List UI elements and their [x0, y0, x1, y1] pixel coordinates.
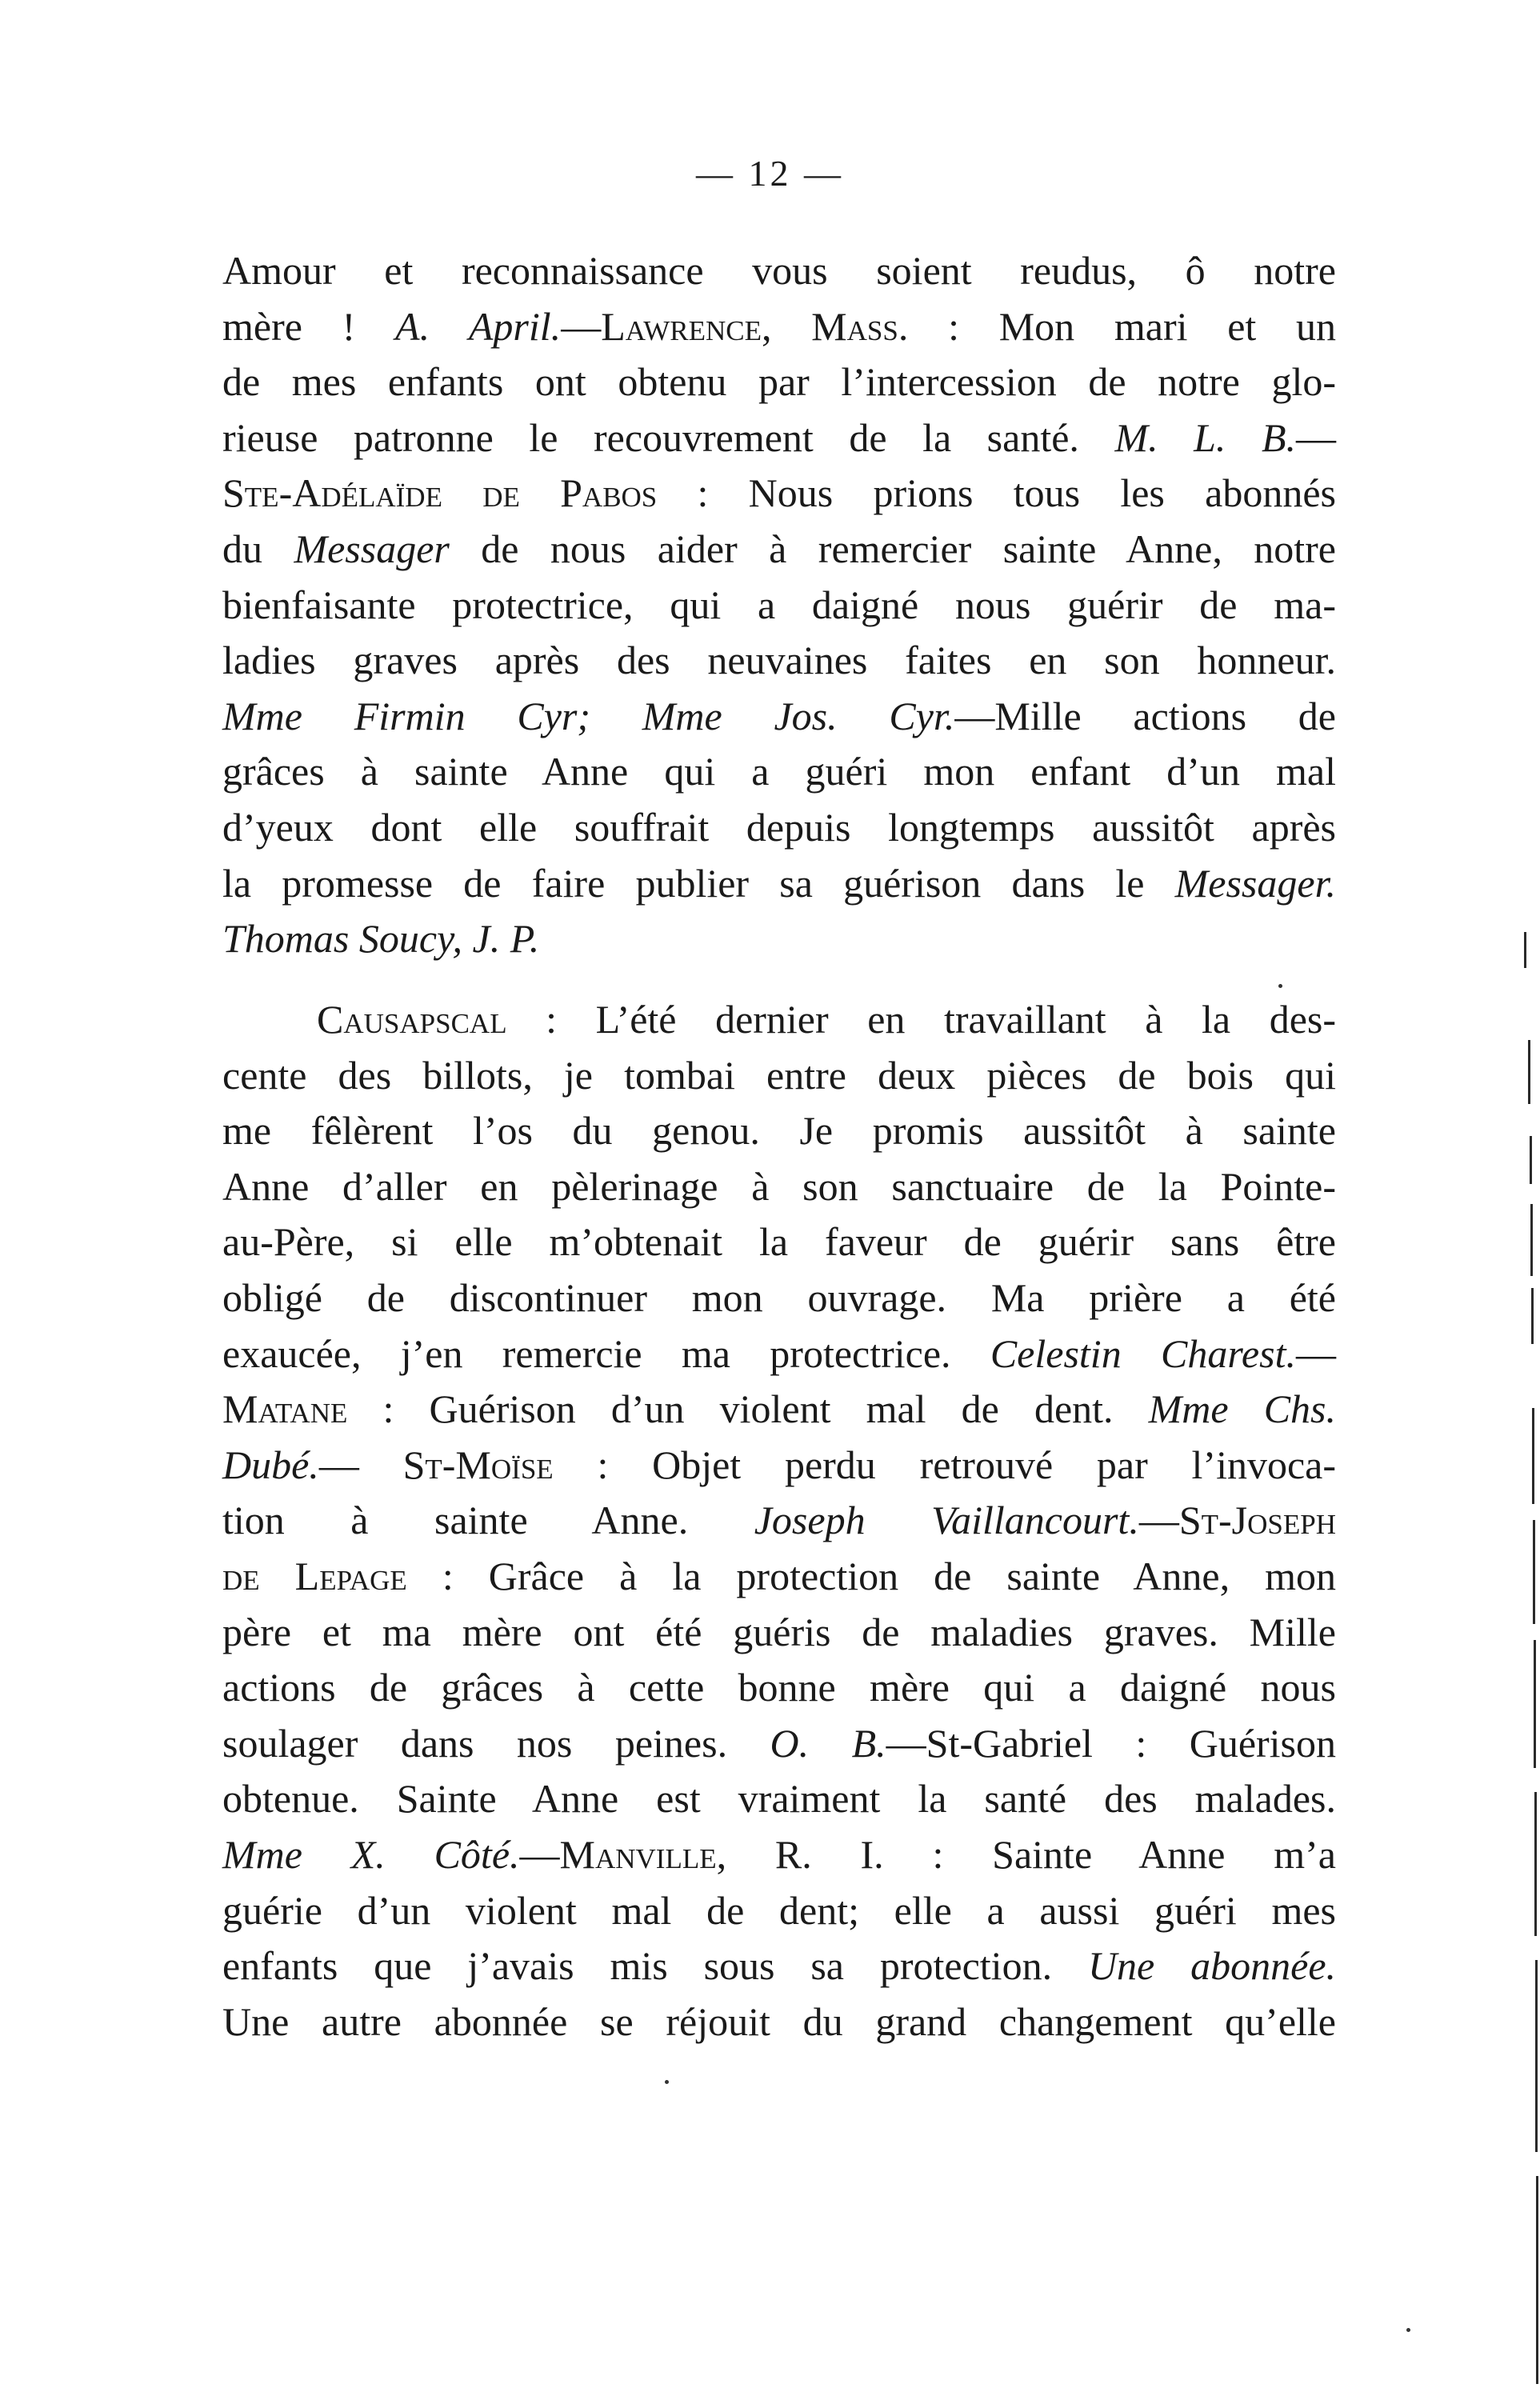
signature: Mme Chs.: [1148, 1386, 1336, 1432]
text-run: : Guérison d’un violent mal de dent.: [347, 1386, 1149, 1432]
text-line: [222, 1716, 1336, 1772]
text-line: [222, 1771, 1336, 1827]
text-run: obtenue. Sainte Anne est vraiment la santé des malades.: [222, 1776, 1336, 1822]
text-run: —: [1138, 1498, 1179, 1543]
text-run: reconnaissance vous soient reudus, ô notre: [461, 248, 1336, 293]
scan-artifact-dot: [665, 2080, 669, 2084]
text-run: père et ma mère ont été guéris de maladies graves. Mille: [222, 1609, 1336, 1654]
text-run: : Nous prions tous les abonnés: [657, 470, 1336, 516]
text-run: du: [222, 526, 294, 571]
place-name: St-Joseph: [1178, 1498, 1336, 1543]
text-run: ladies graves après des neuvaines faites en son honneur.: [222, 638, 1336, 683]
text-line: [222, 1048, 1336, 1104]
text-line: [222, 466, 1336, 522]
scan-artifact-mark: [1528, 1040, 1530, 1104]
text-run: —: [1296, 414, 1337, 460]
text-run: : L’été dernier en travaillant à la des-: [506, 997, 1336, 1042]
text-line: [222, 410, 1336, 466]
text-run: grâces à sainte Anne qui a guéri mon enfant d’un mal: [222, 749, 1336, 794]
text-line: [222, 1994, 1336, 2050]
place-name: Lawrence, Mass.: [601, 303, 909, 349]
scan-artifact-mark: [1524, 932, 1526, 968]
place-name: Manville, R. I.: [559, 1831, 884, 1877]
signature: Mme X. Côté.: [222, 1831, 520, 1877]
scan-artifact-mark: [1534, 1792, 1537, 1936]
text-run: —: [318, 1442, 403, 1487]
place-name: de Lepage: [222, 1553, 407, 1598]
signature: Celestin Charest.: [990, 1330, 1296, 1376]
text-run: —: [519, 1831, 560, 1877]
text-line: [222, 744, 1336, 800]
text-line: [222, 1159, 1336, 1215]
text-run: soulager dans nos peines.: [222, 1720, 770, 1766]
text-run: —St-Gabriel : Guérison: [886, 1720, 1337, 1766]
text-line: [222, 522, 1336, 578]
text-run: rieuse patronne le recouvrement de la santé.: [222, 414, 1115, 460]
text-run: de nous aider à remercier sainte Anne, notre: [449, 526, 1336, 571]
scan-artifact-mark: [1536, 2176, 1538, 2384]
text-line: [222, 911, 1336, 967]
text-run: —: [1295, 1330, 1336, 1376]
text-run: de mes enfants ont obtenu par l’intercession de notre glo-: [222, 359, 1336, 405]
text-run: guérie d’un violent mal de dent; elle a aussi guéri mes: [222, 1887, 1336, 1933]
text-line: [222, 1827, 1336, 1883]
scan-artifact-mark: [1530, 1136, 1532, 1184]
scan-artifact-dot: [1278, 984, 1282, 988]
text-line: [222, 992, 1336, 1048]
publication-title: Messager.: [1174, 860, 1336, 906]
scan-artifact-mark: [1532, 1408, 1534, 1504]
text-run: —Mille actions de: [954, 693, 1336, 738]
text-run: cente des billots, je tombai entre deux pièces de bois qui: [222, 1052, 1336, 1098]
scan-artifact-mark: [1534, 1640, 1536, 1768]
text-run: obligé de discontinuer mon ouvrage. Ma prière a été: [222, 1274, 1336, 1320]
scan-artifact-mark: [1535, 1960, 1538, 2152]
text-run: mère !: [222, 303, 396, 349]
text-line: [222, 1605, 1336, 1661]
signature: Une abonnée.: [1087, 1943, 1337, 1989]
page-number: — 12 —: [696, 153, 844, 194]
text-run: d’yeux dont elle souffrait depuis longtemps aussitôt après: [222, 804, 1336, 850]
text-line: [222, 299, 1336, 355]
text-run: au-Père, si elle m’obtenait la faveur de guérir sans être: [222, 1219, 1336, 1265]
text-line: [222, 1493, 1336, 1549]
text-line: [222, 1938, 1336, 1994]
text-line: [222, 354, 1336, 410]
text-run: actions de grâces à cette bonne mère qui a daigné nous: [222, 1665, 1336, 1710]
text-line: [222, 856, 1336, 912]
signature: Thomas Soucy, J. P.: [222, 916, 540, 962]
text-line: [222, 1270, 1336, 1326]
text-line: [222, 1214, 1336, 1270]
text-run: Une autre abonnée se réjouit du grand changement qu’elle: [222, 1998, 1336, 2044]
signature: O. B.: [770, 1720, 886, 1766]
paragraph-2: [222, 992, 1336, 2050]
text-line: [222, 1103, 1336, 1159]
scan-artifact-mark: [1530, 1204, 1533, 1276]
text-run: : Mon mari et un: [908, 303, 1337, 349]
signature: M. L. B.: [1114, 414, 1297, 460]
text-line: [222, 1549, 1336, 1605]
text-line: [222, 1660, 1336, 1716]
text-run: : Objet perdu retrouvé par l’invoca-: [553, 1442, 1336, 1487]
scan-artifact-dot: [1406, 2328, 1410, 2332]
text-run: enfants que j’avais mis sous sa protection.: [222, 1943, 1088, 1989]
text-run: bienfaisante protectrice, qui a daigné nous guérir de ma-: [222, 582, 1336, 627]
text-run: me fêlèrent l’os du genou. Je promis aussitôt à sainte: [222, 1108, 1336, 1154]
text-run: : Grâce à la protection de sainte Anne, mon: [406, 1553, 1337, 1598]
text-run: tion à sainte Anne.: [222, 1498, 754, 1543]
publication-title: Messager: [294, 526, 450, 571]
text-line: [222, 1438, 1336, 1494]
text-line: [222, 1382, 1336, 1438]
text-line: [222, 1883, 1336, 1939]
place-name: Matane: [222, 1386, 348, 1432]
text-line: [222, 578, 1336, 634]
text-run: et: [384, 248, 462, 293]
text-run: la promesse de faire publier sa guérison dans le: [222, 860, 1175, 906]
place-name: St-Moïse: [402, 1442, 554, 1487]
text-line: [222, 633, 1336, 689]
place-name: Ste-Adélaïde de Pabos: [222, 470, 658, 516]
text-run: : Sainte Anne m’a: [883, 1831, 1336, 1877]
scan-artifact-mark: [1533, 1520, 1535, 1624]
text-run: exaucée, j’en remercie ma protectrice.: [222, 1330, 990, 1376]
text-line: [222, 243, 1336, 299]
text-run: —: [561, 303, 602, 349]
signature: A. April.: [395, 303, 562, 349]
text-line: [222, 800, 1336, 856]
scan-artifact-mark: [1531, 1288, 1534, 1344]
text-run: Amour: [222, 248, 385, 293]
signature: Joseph Vaillancourt.: [754, 1498, 1139, 1543]
signature: Mme Firmin Cyr; Mme Jos. Cyr.: [222, 693, 955, 738]
text-run: Anne d’aller en pèlerinage à son sanctuaire de la Pointe-: [222, 1163, 1336, 1209]
place-name: Causapscal: [317, 997, 507, 1042]
text-line: [222, 689, 1336, 745]
signature: Dubé.: [222, 1442, 319, 1487]
paragraph-1: [222, 243, 1336, 967]
text-line: [222, 1326, 1336, 1382]
